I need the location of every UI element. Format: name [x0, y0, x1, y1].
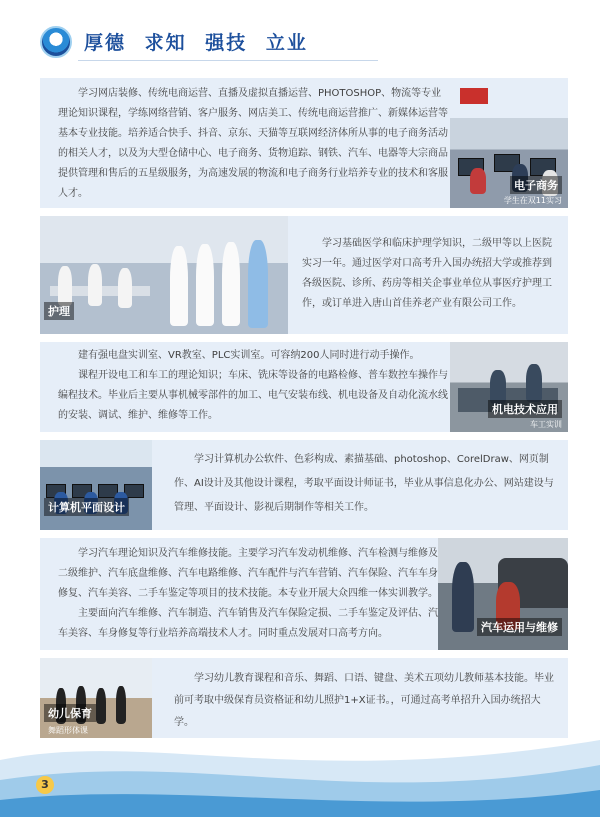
photo-automotive	[438, 538, 568, 650]
section-mechatronics-text2: 课程开设电工和车工的理论知识；车床、铣床等设备的电路检修、普车数控车操作与编程技术。毕业后主要从事机械零部件的加工、电气安装布线、机电设备及自动化流水线的安装、调试、维护、维修等工作。	[58, 370, 448, 421]
section-graphic-design	[40, 440, 568, 530]
photo-ecommerce-subcaption: 学生在双11实习	[503, 196, 562, 205]
section-ecommerce-text: 学习网店装修、传统电商运营、直播及虚拟直播运营、PHOTOSHOP、物流等专业理论知识课程，学练网络营销、客户服务、网店美工、传统电商运营推广、新媒体运营等基本专业技能。培养适合快手、抖音、京东、天猫等互联网经济体所从事的电子商务活动的相关人才，以及为大型仓储中心、电子商务、货物追踪、钢铁、汽车、电器等大宗商品提供管理和售后的五星级服务，为高速发展的物流和电子商务行业培养专业的技术和客服人才。	[58, 88, 448, 199]
section-automotive-text: 学习汽车理论知识及汽车维修技能。主要学习汽车发动机维修、汽车检测与维修及二级维护、汽车底盘维修、汽车电路维修、汽车配件与汽车营销、汽车保险、汽车车身修复、汽车美容、二手车鉴定等项目的技术技能。本专业开展大众四维一体实训教学。	[58, 548, 438, 599]
photo-childcare-caption: 幼儿保育	[44, 704, 96, 722]
section-graphic-design-text: 学习计算机办公软件、色彩构成、素描基础、photoshop、CorelDraw、网页制作、AI设计及其他设计课程，考取平面设计师证书，毕业从事信息化办公、网站建设与管理、平面设计、影视后期制作等相关工作。	[174, 454, 554, 513]
section-childcare-text: 学习幼儿教育课程和音乐、舞蹈、口语、键盘、美术五项幼儿教师基本技能。毕业前可考取中级保育员资格证和幼儿照护1+X证书。，可通过高考单招升入国办统招大学。	[174, 673, 554, 728]
motto-word-2: 求知	[144, 32, 187, 54]
photo-ecommerce	[450, 118, 568, 208]
page-number: 3	[36, 776, 54, 794]
section-ecommerce	[40, 78, 568, 208]
photo-mechatronics-subcaption: 车工实训	[530, 420, 562, 429]
label-flag	[460, 88, 488, 104]
header-divider	[78, 60, 378, 61]
motto-word-3: 强技	[205, 32, 248, 54]
photo-mechatronics-caption: 机电技术应用	[488, 400, 562, 418]
page-header	[0, 0, 600, 70]
photo-graphic-design-caption: 计算机平面设计	[44, 498, 129, 516]
section-automotive-text2: 主要面向汽车维修、汽车制造、汽车销售及汽车保险定损、二手车鉴定及评估、汽车美容、车身修复等行业培养高端技术人才。同时重点发展对口高考方向。	[58, 608, 438, 639]
photo-automotive-caption: 汽车运用与维修	[477, 618, 562, 636]
section-mechatronics-text: 建有强电盘实训室、VR教室、PLC实训室。可容纳200人同时进行动手操作。	[78, 350, 420, 361]
section-mechatronics	[40, 342, 568, 432]
photo-nursing	[40, 216, 288, 334]
section-nursing-text: 学习基础医学和临床护理学知识，二级甲等以上医院实习一年。通过医学对口高考升入国办统招大学或推荐到各级医院、诊所、药房等相关企事业单位从事医疗护理工作，或订单进入唐山首佳养老产业有限公司工作。	[302, 238, 552, 309]
footer-wave	[0, 720, 600, 817]
photo-mechatronics	[450, 342, 568, 432]
photo-graphic-design	[40, 440, 152, 530]
motto-word-1: 厚德	[84, 32, 127, 54]
school-motto	[84, 28, 318, 55]
photo-childcare-subcaption: 舞蹈形体课	[48, 726, 88, 735]
section-nursing	[40, 216, 568, 334]
photo-ecommerce-caption: 电子商务	[510, 176, 562, 194]
motto-word-4: 立业	[265, 32, 308, 54]
photo-nursing-caption: 护理	[44, 302, 74, 320]
section-automotive	[40, 538, 568, 650]
school-logo	[40, 26, 72, 58]
